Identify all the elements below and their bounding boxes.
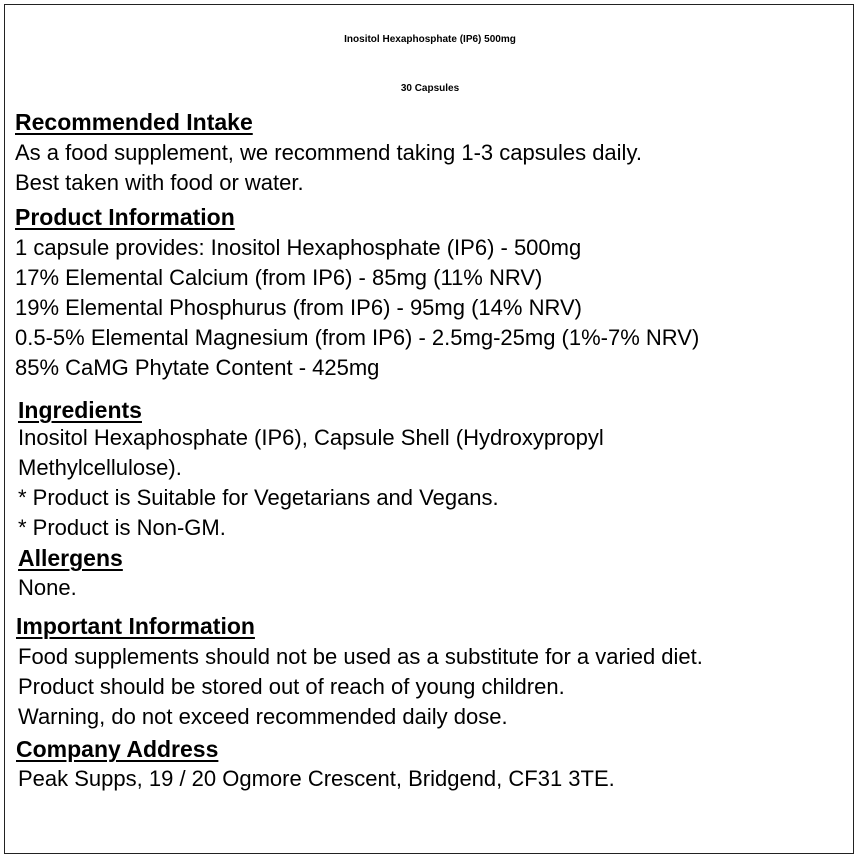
important-information-line: Warning, do not exceed recommended daily dose. <box>18 704 508 729</box>
ingredients-line: * Product is Suitable for Vegetarians and Vegans. <box>18 485 499 510</box>
product-information-line: 85% CaMG Phytate Content - 425mg <box>15 355 380 380</box>
allergens-heading: Allergens <box>18 545 123 571</box>
ingredients-line: * Product is Non-GM. <box>18 515 226 540</box>
product-label <box>4 4 854 854</box>
product-information-line: 17% Elemental Calcium (from IP6) - 85mg (11% NRV) <box>15 265 543 290</box>
recommended-intake-line: Best taken with food or water. <box>15 170 304 195</box>
product-title: Inositol Hexaphosphate (IP6) 500mg <box>344 34 516 45</box>
important-information-line: Food supplements should not be used as a substitute for a varied diet. <box>18 644 703 669</box>
ingredients-line: Inositol Hexaphosphate (IP6), Capsule Shell (Hydroxypropyl <box>18 425 604 450</box>
allergens-line: None. <box>18 575 77 600</box>
ingredients-line: Methylcellulose). <box>18 455 182 480</box>
company-address-heading: Company Address <box>16 736 219 762</box>
product-information-line: 0.5-5% Elemental Magnesium (from IP6) - 2.5mg-25mg (1%-7% NRV) <box>15 325 700 350</box>
product-subtitle: 30 Capsules <box>400 83 460 94</box>
important-information-line: Product should be stored out of reach of young children. <box>18 674 565 699</box>
product-information-line: 19% Elemental Phosphurus (from IP6) - 95mg (14% NRV) <box>15 295 582 320</box>
product-information-heading: Product Information <box>15 204 235 230</box>
recommended-intake-heading: Recommended Intake <box>15 109 253 135</box>
company-address-line: Peak Supps, 19 / 20 Ogmore Crescent, Bridgend, CF31 3TE. <box>18 766 615 791</box>
important-information-heading: Important Information <box>16 613 255 639</box>
recommended-intake-line: As a food supplement, we recommend taking 1-3 capsules daily. <box>15 140 642 165</box>
ingredients-heading: Ingredients <box>18 397 142 423</box>
product-information-line: 1 capsule provides: Inositol Hexaphosphate (IP6) - 500mg <box>15 235 582 260</box>
